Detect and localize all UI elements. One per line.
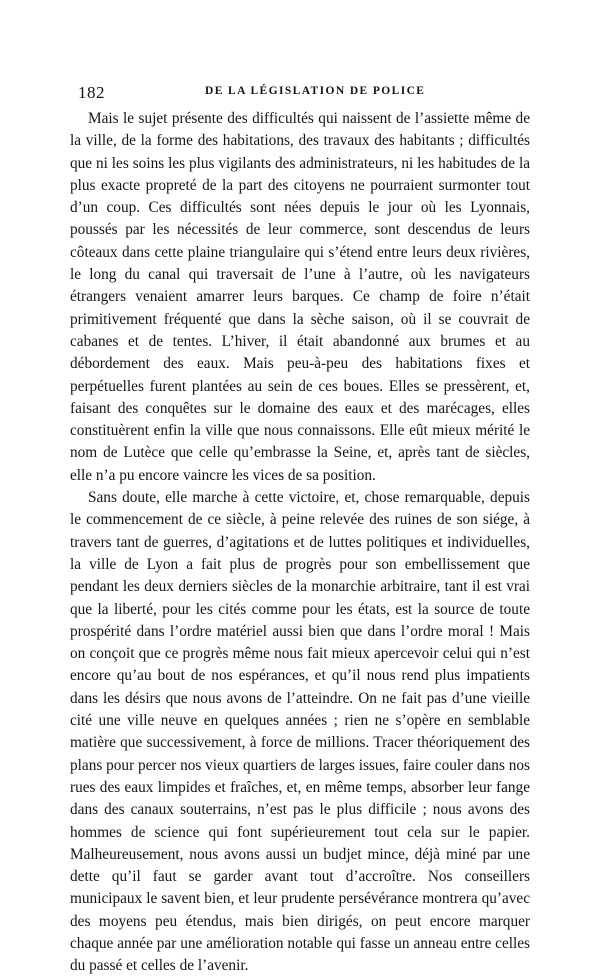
page-header	[78, 83, 528, 103]
running-title: DE LA LÉGISLATION DE POLICE	[205, 85, 426, 97]
paragraph: Sans doute, elle marche à cette victoire, et, chose remarquable, depuis le commencement de ce siècle, à peine relevée des ruines de son siége, à travers tant de guerres, d’agitations et de luttes politiques et individuelles, la ville de Lyon a fait plus de progrès pour son embellissement que pendant les deux derniers siècles de la monarchie arbitraire, tant il est vrai que la liberté, pour les cités comme pour les états, est la source de toute prospérité dans l’ordre matériel aussi bien que dans l’ordre moral ! Mais on conçoit que ce progrès même nous fait mieux apercevoir celui qui n’est encore qu’au bout de nos espérances, et qu’il nous rend plus impatients dans les désirs que nous avons de l’atteindre. On ne fait pas d’une vieille cité une ville neuve en quelques années ; rien ne s’opère en semblable matière que successivement, à force de millions. Tracer théoriquement des plans pour percer nos vieux quartiers de larges issues, faire couler dans nos rues des eaux limpides et fraîches, et, en même temps, absorber leur fange dans des canaux souterrains, n’est pas le plus difficile ; nous avons des hommes de science qui font supérieurement tout cela sur le papier. Malheureusement, nous avons aussi un budjet mince, déjà miné par une dette qu’il faut se garder avant tout d’accroître. Nos conseillers municipaux le savent bien, et leur prudente persévérance montrera qu’avec des moyens peu étendus, mais bien dirigés, on peut encore marquer chaque année par une amélioration notable qui fasse un anneau entre celles du passé et celles de l’avenir.	[70, 489, 530, 975]
paragraph: Mais le sujet présente des difficultés qui naissent de l’assiette même de la ville, de la forme des habitations, des travaux des habitants ; difficultés que ni les soins les plus vigilants des administrateurs, ni les habitudes de la plus exacte propreté de la part des citoyens ne pourraient surmonter tout d’un coup. Ces difficultés sont nées depuis le jour où les Lyonnais, poussés par les nécessités de leur commerce, sont descendus de leurs côteaux dans cette plaine triangulaire qui s’étend entre leurs deux rivières, le long du canal qui traversait de l’une à l’autre, où les navigateurs étrangers venaient amarrer leurs barques. Ce champ de foire n’était primitivement fréquenté que dans la sèche saison, où il se couvrait de cabanes et de tentes. L’hiver, il était abandonné aux brumes et au débordement des eaux. Mais peu-à-peu des habitations fixes et perpétuelles furent plantées au sein de ces boues. Elles se pressèrent, et, faisant des conquêtes sur le domaine des eaux et des marécages, elles constituèrent enfin la ville que nous connaissons. Elle eût mieux mérité le nom de Lutèce que celle qu’embrasse la Seine, et, après tant de siècles, elle n’a pu encore vaincre les vices de sa position.	[70, 110, 530, 484]
body-text	[70, 108, 530, 978]
page-number: 182	[78, 83, 105, 102]
